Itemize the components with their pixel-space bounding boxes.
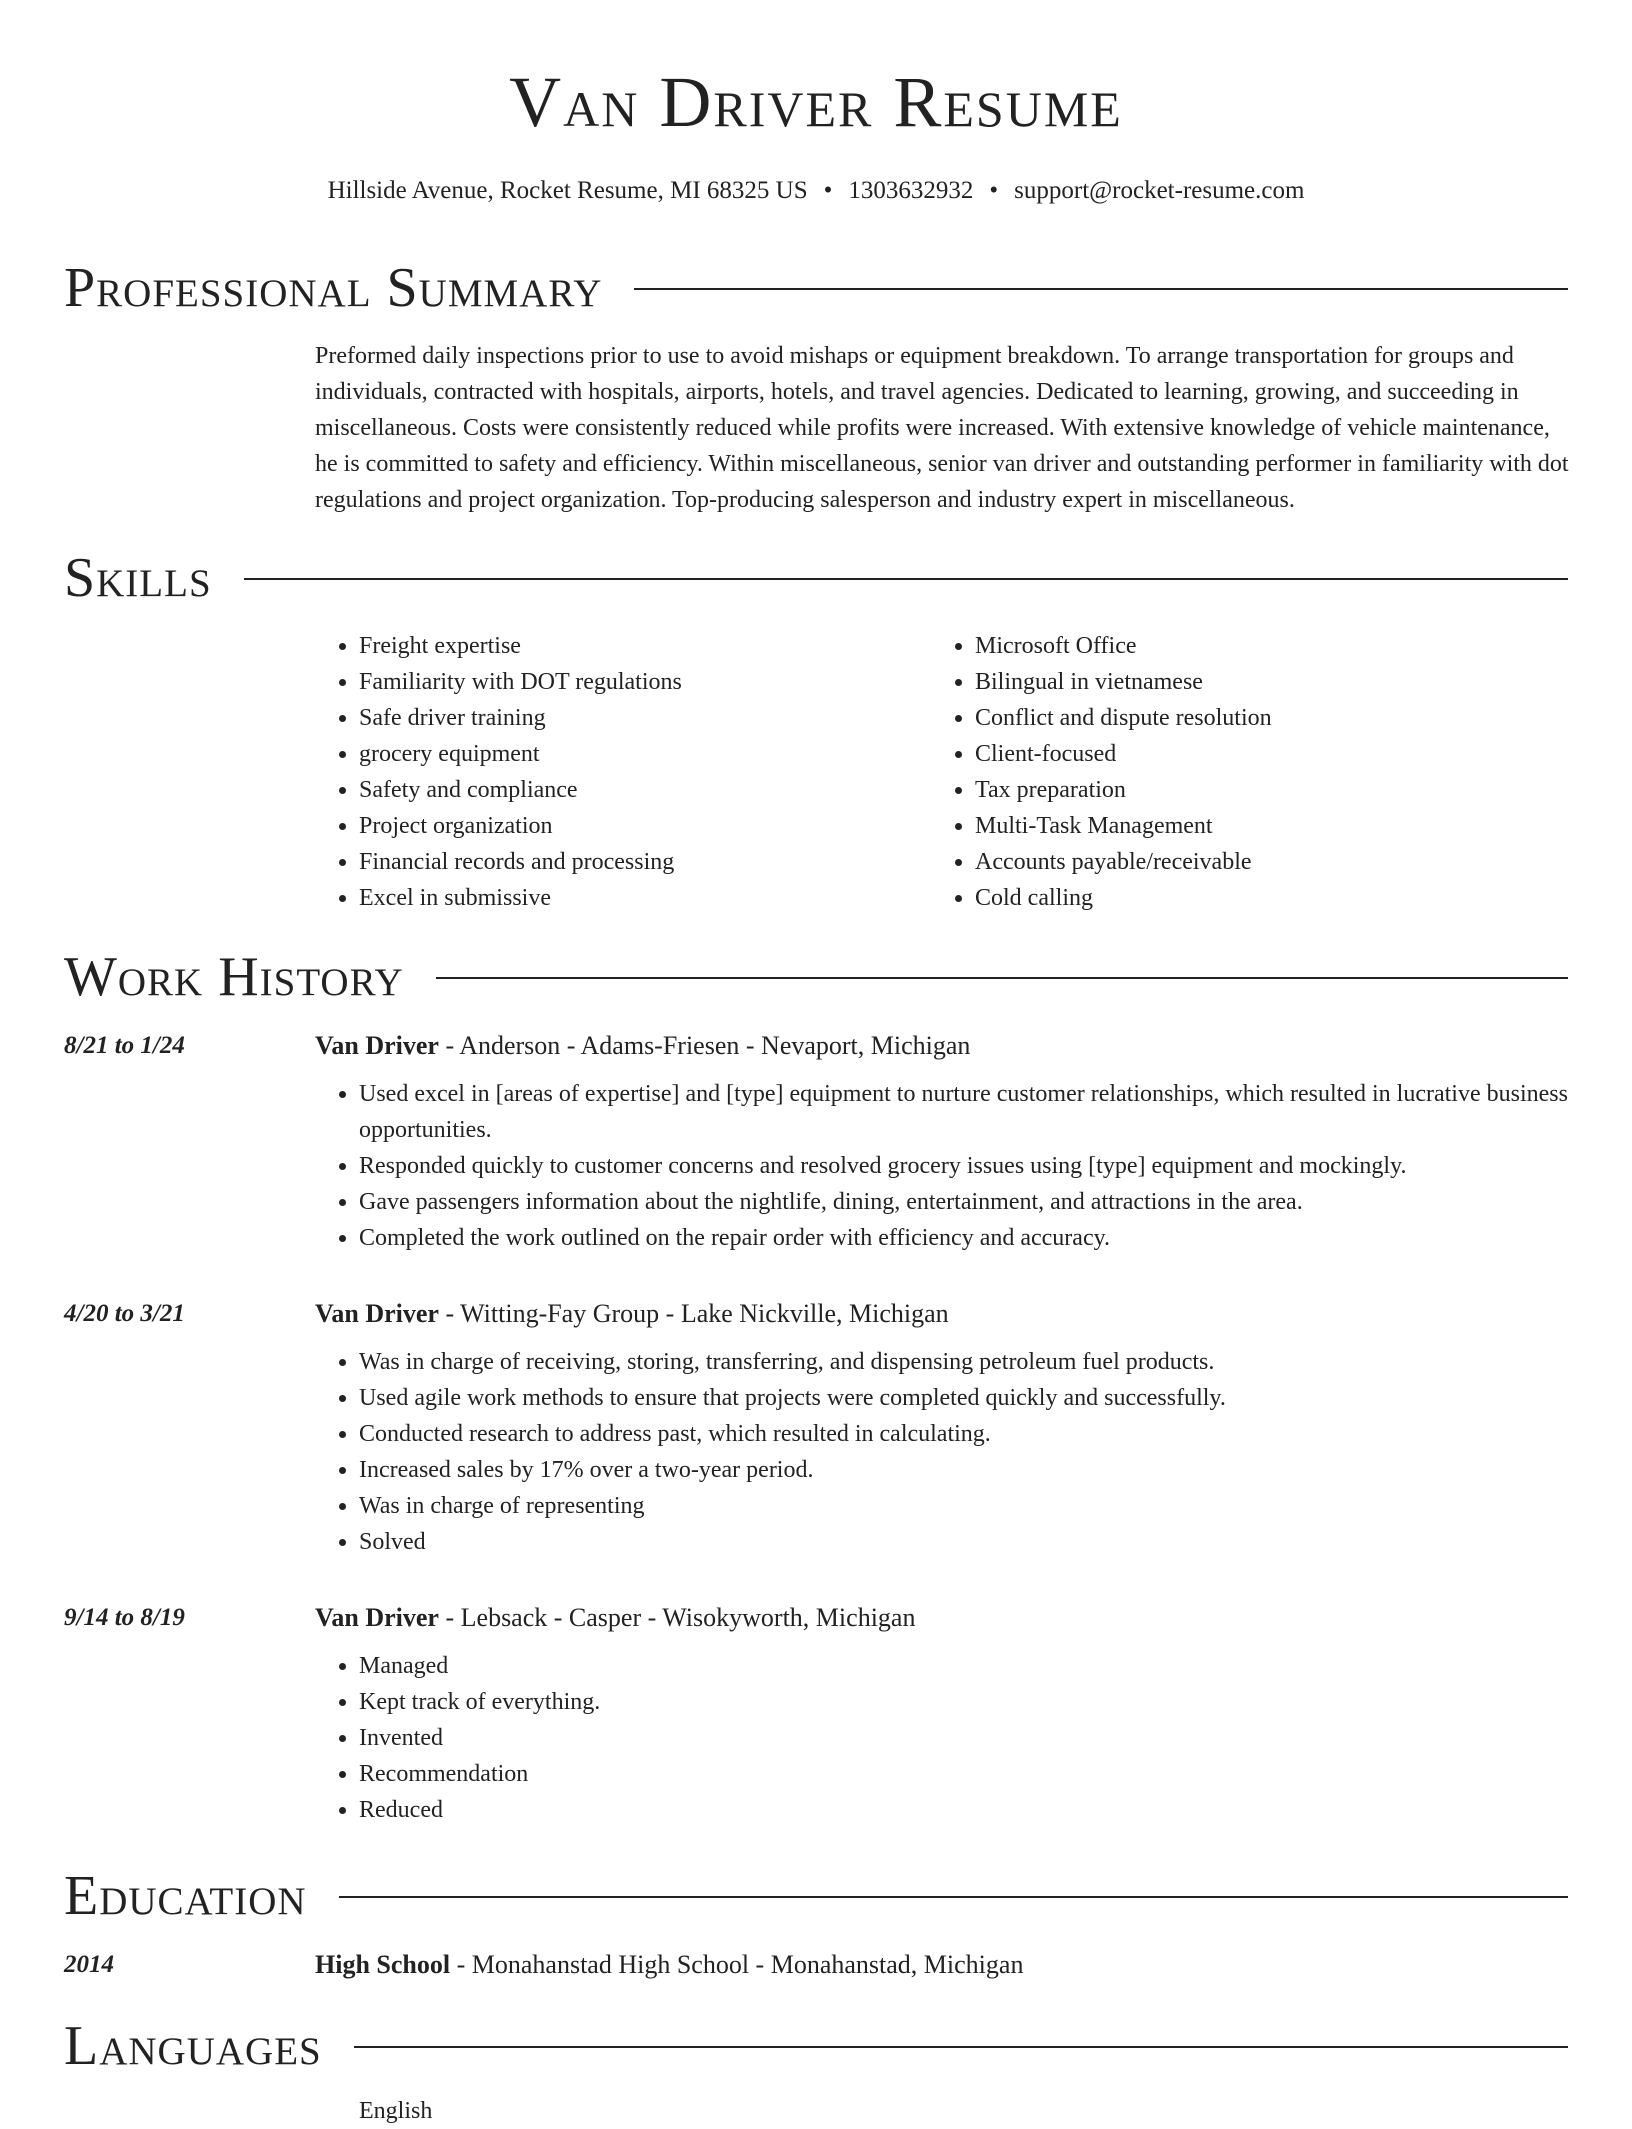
employer-details: - Witting-Fay Group - Lake Nickville, Michigan (438, 1299, 949, 1328)
duty-item: • Managed (359, 1648, 1568, 1684)
skill-item: • Safety and compliance (359, 772, 915, 808)
resume-title: Van Driver Resume (509, 62, 1123, 142)
duty-item: • Kept track of everything. (359, 1684, 1568, 1720)
skill-item: • Financial records and processing (359, 844, 915, 880)
duty-item: • Increased sales by 17% over a two-year period. (359, 1452, 1568, 1488)
section-title-education: Education (64, 1865, 307, 1927)
education-heading (315, 1945, 1023, 1985)
school-details: - Monahanstad High School - Monahanstad, Michigan (450, 1950, 1024, 1979)
work-heading (315, 1026, 970, 1066)
skill-item: • Bilingual in vietnamese (975, 664, 1571, 700)
languages-list (315, 2093, 432, 2129)
skill-item: • Accounts payable/receivable (975, 844, 1571, 880)
duty-item: • Was in charge of representing (359, 1488, 1568, 1524)
work-dates: 9/14 to 8/19 (64, 1604, 185, 1631)
skills-column-left (315, 628, 915, 916)
job-title: Van Driver (315, 1299, 439, 1328)
duty-item: • Conducted research to address past, which resulted in calculating. (359, 1416, 1568, 1452)
work-heading (315, 1294, 949, 1334)
duty-item: • Completed the work outlined on the repair order with efficiency and accuracy. (359, 1220, 1568, 1256)
skills-list (315, 628, 915, 916)
contact-email: support@rocket-resume.com (1014, 177, 1305, 204)
duty-item: • Invented (359, 1720, 1568, 1756)
skills-list (931, 628, 1571, 916)
education-year: 2014 (64, 1951, 114, 1978)
work-duties (315, 1076, 1568, 1256)
skill-item: • Client-focused (975, 736, 1571, 772)
skill-item: • Microsoft Office (975, 628, 1571, 664)
section-title-skills: Skills (64, 547, 212, 609)
job-title: Van Driver (315, 1031, 439, 1060)
work-heading (315, 1598, 915, 1638)
skills-column-right (931, 628, 1571, 916)
skill-item: • Tax preparation (975, 772, 1571, 808)
skill-item: • Conflict and dispute resolution (975, 700, 1571, 736)
section-header-skills (64, 538, 1568, 618)
skill-item: • Freight expertise (359, 628, 915, 664)
section-divider (354, 2046, 1568, 2048)
section-header-summary (64, 248, 1568, 328)
section-header-languages (64, 2006, 1568, 2086)
duty-item: • Was in charge of receiving, storing, transferring, and dispensing petroleum fuel products. (359, 1344, 1568, 1380)
employer-details: - Anderson - Adams-Friesen - Nevaport, Michigan (438, 1031, 971, 1060)
work-duties (315, 1648, 1568, 1828)
skill-item: • Cold calling (975, 880, 1571, 916)
skill-item: • grocery equipment (359, 736, 915, 772)
skill-item: • Safe driver training (359, 700, 915, 736)
duty-item: • Reduced (359, 1792, 1568, 1828)
contact-phone: 1303632932 (848, 177, 974, 204)
section-title-languages: Languages (64, 2015, 322, 2077)
skill-item: • Familiarity with DOT regulations (359, 664, 915, 700)
section-title-summary: Professional Summary (64, 257, 603, 319)
duty-item: • Responded quickly to customer concerns and resolved grocery issues using [type] equipment and mockingly. (359, 1148, 1568, 1184)
work-dates: 8/21 to 1/24 (64, 1032, 185, 1059)
duty-item: • Used excel in [areas of expertise] and [type] equipment to nurture customer relationships, which resulted in lucrative business opportunities. (359, 1076, 1568, 1148)
work-duties (315, 1344, 1568, 1560)
employer-details: - Lebsack - Casper - Wisokyworth, Michigan (438, 1603, 916, 1632)
section-title-work-history: Work History (64, 946, 404, 1008)
skill-item: • Excel in submissive (359, 880, 915, 916)
section-header-work-history (64, 937, 1568, 1017)
section-divider (244, 578, 1568, 580)
language-item: English (359, 2098, 433, 2124)
contact-address: Hillside Avenue, Rocket Resume, MI 68325 US (327, 177, 808, 204)
skill-item: • Multi-Task Management (975, 808, 1571, 844)
degree: High School (315, 1950, 451, 1979)
section-header-education (64, 1856, 1568, 1936)
section-divider (436, 977, 1568, 979)
duty-item: • Gave passengers information about the nightlife, dining, entertainment, and attractions in the area. (359, 1184, 1568, 1220)
duty-item: • Solved (359, 1524, 1568, 1560)
professional-summary: Preformed daily inspections prior to use to avoid mishaps or equipment breakdown. To arrange transportation for groups and individuals, contracted with hospitals, airports, hotels, and travel agencies. Dedicated to learning, growing, and succeeding in miscellaneous. Costs were consistently reduced while profits were increased. With extensive knowledge of vehicle maintenance, he is committed to safety and efficiency. Within miscellaneous, senior van driver and outstanding performer in familiarity with dot regulations and project organization. Top-producing salesperson and industry expert in miscellaneous. (315, 343, 1569, 513)
duty-item: • Used agile work methods to ensure that projects were completed quickly and successfully. (359, 1380, 1568, 1416)
contact-separator: • (989, 177, 999, 204)
work-dates: 4/20 to 3/21 (64, 1300, 185, 1327)
skill-item: • Project organization (359, 808, 915, 844)
section-divider (339, 1896, 1568, 1898)
duty-item: • Recommendation (359, 1756, 1568, 1792)
section-divider (634, 288, 1568, 290)
job-title: Van Driver (315, 1603, 439, 1632)
contact-line (0, 173, 1632, 209)
contact-separator: • (823, 177, 833, 204)
